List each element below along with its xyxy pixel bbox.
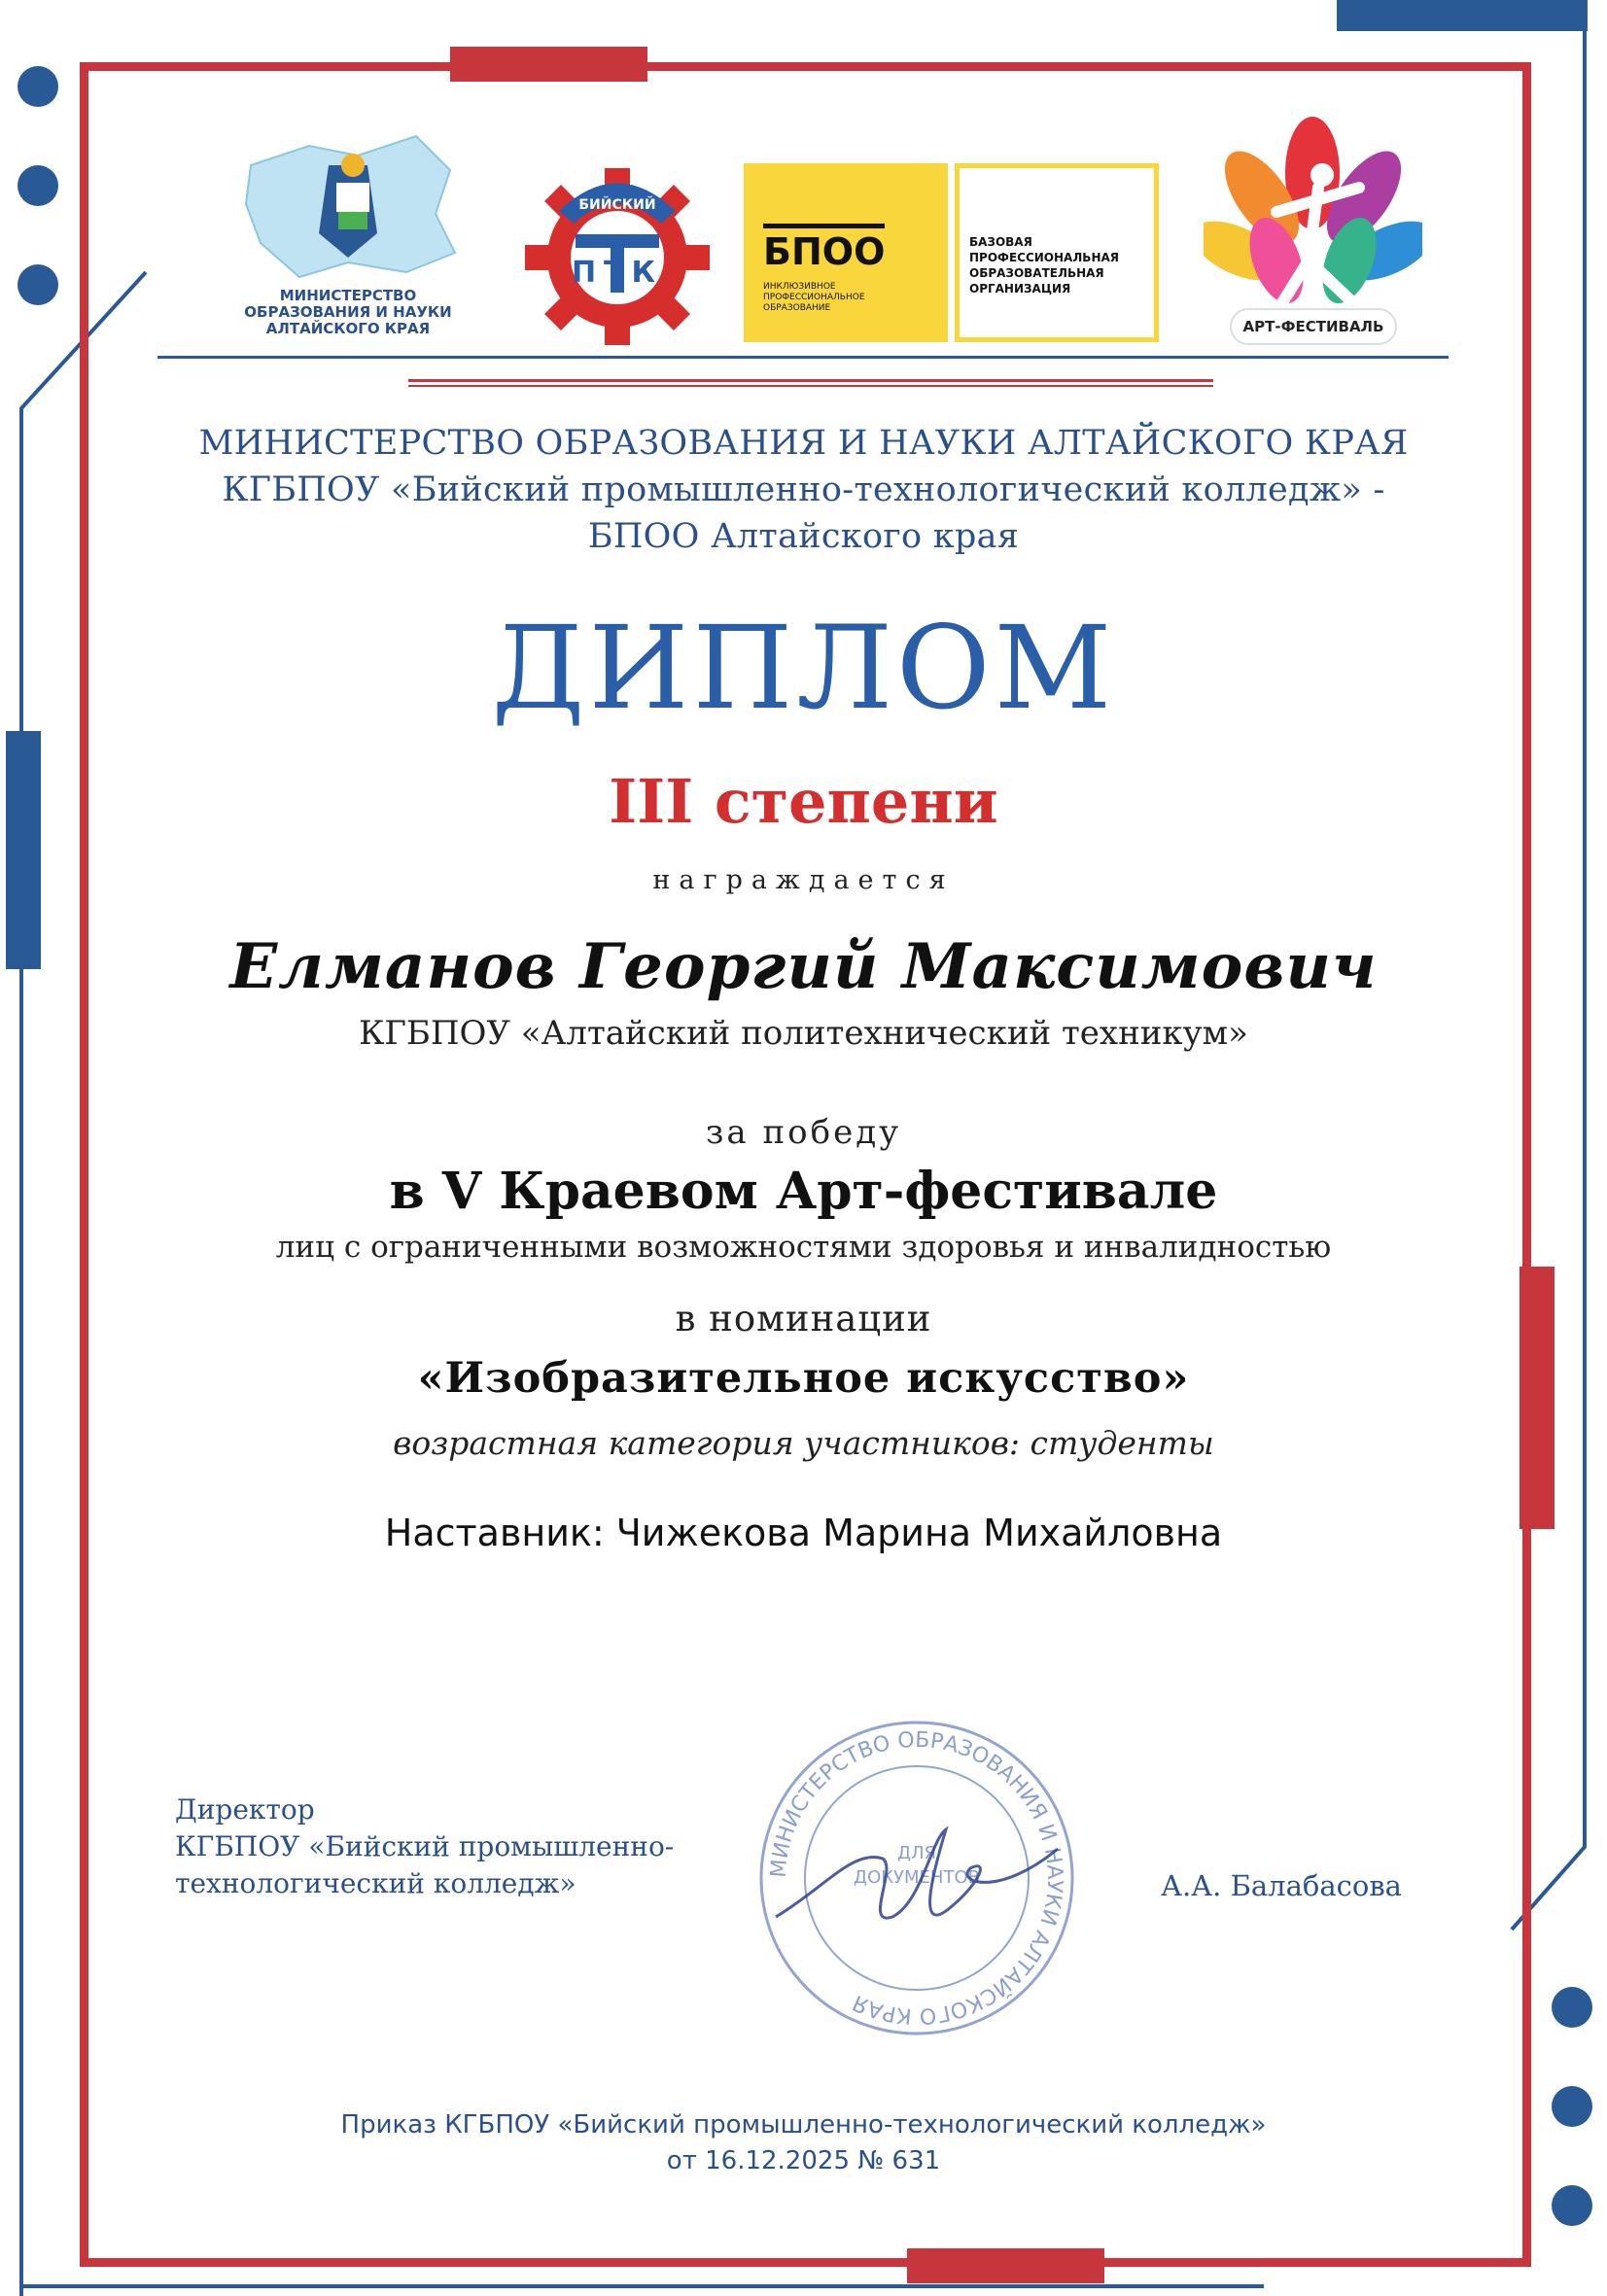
official-stamp: [747, 1713, 1087, 2043]
signatory-title: [175, 1792, 674, 1902]
stamp-center-text: ДОКУМЕНТОВ: [854, 1867, 980, 1888]
ministry-logo-text: [231, 288, 465, 337]
issuer-header: [0, 420, 1607, 560]
bpoo-org-line: БАЗОВАЯ: [969, 235, 1032, 249]
issuer-line: КГБПОУ «Бийский промышленно-технологический колледж» -: [222, 470, 1385, 509]
order-reference: [0, 2107, 1607, 2179]
festival-flower-icon: [1204, 115, 1422, 348]
bpoo-org-line: ПРОФЕССИОНАЛЬНАЯ: [969, 251, 1120, 264]
bpoo-logo-caption: [763, 282, 865, 314]
signatory-line: Директор: [175, 1793, 315, 1826]
signatory-line: технологический колледж»: [175, 1867, 576, 1899]
age-category: возрастная категория участников: студенты: [393, 1424, 1214, 1462]
college-logo-top: БИЙСКИЙ: [578, 197, 656, 213]
bottom-red-accent: [907, 2248, 1104, 2283]
for-label: за победу: [705, 1113, 902, 1152]
order-line: от 16.12.2025 № 631: [666, 2146, 941, 2175]
decor-dot: [1552, 1987, 1592, 2028]
bpoo-caption-line: ПРОФЕССИОНАЛЬНОЕ: [763, 293, 865, 302]
art-festival-logo: [1204, 115, 1422, 348]
bpoo-logo-title: БПОО: [763, 224, 885, 273]
order-line: Приказ КГБПОУ «Бийский промышленно-технологический колледж»: [340, 2110, 1267, 2139]
issuer-line: МИНИСТЕРСТВО ОБРАЗОВАНИЯ И НАУКИ АЛТАЙСКОГО КРАЯ: [198, 424, 1409, 463]
decor-dot: [17, 66, 58, 107]
festival-logo-label: АРТ-ФЕСТИВАЛЬ: [1242, 318, 1384, 335]
decor-dot: [1552, 2185, 1592, 2226]
altai-map-icon: [231, 126, 465, 282]
bpoo-org-line: ОРГАНИЗАЦИЯ: [969, 282, 1071, 296]
mentor: Наставник: Чижекова Марина Михайловна: [384, 1512, 1223, 1554]
signatory-line: КГБПОУ «Бийский промышленно-: [175, 1830, 675, 1862]
stamp-ring-text: МИНИСТЕРСТВО ОБРАЗОВАНИЯ И НАУКИ АЛТАЙСКОГО КРАЯ: [766, 1727, 1067, 2029]
bpoo-caption-line: ОБРАЗОВАНИЕ: [763, 303, 831, 313]
awarded-label: награждается: [652, 865, 955, 895]
recipient-organization: КГБПОУ «Алтайский политехнический техникум»: [359, 1014, 1248, 1053]
college-logo-letters: ПТК: [571, 256, 664, 290]
college-logo: [515, 151, 719, 345]
diploma-title: ДИПЛОМ: [491, 601, 1116, 735]
stamp-center-text: ДЛЯ: [896, 1843, 937, 1863]
gear-icon: [515, 151, 719, 345]
nomination-label: в номинации: [675, 1298, 932, 1339]
signatory-name: А.А. Балабасова: [1161, 1869, 1402, 1902]
header-divider-accent: [408, 379, 1213, 382]
bpoo-org-line: ОБРАЗОВАТЕЛЬНАЯ: [969, 266, 1104, 280]
decor-dot: [17, 165, 58, 206]
ministry-logo-line: МИНИСТЕРСТВО: [279, 287, 417, 304]
festival-name: в V Краевом Арт-фестивале: [389, 1162, 1218, 1221]
header-divider-accent: [408, 385, 1213, 387]
ministry-logo-line: ОБРАЗОВАНИЯ И НАУКИ: [244, 303, 452, 321]
top-red-accent: [450, 47, 647, 82]
ministry-logo: [231, 126, 465, 345]
ministry-logo-line: АЛТАЙСКОГО КРАЯ: [265, 320, 431, 337]
festival-subtitle: лиц с ограниченными возможностями здоровья и инвалидностью: [275, 1230, 1332, 1265]
bpoo-logo: [744, 163, 948, 342]
decor-dot: [17, 264, 58, 305]
issuer-line: БПОО Алтайского края: [587, 517, 1020, 556]
top-right-blue-bar: [1337, 0, 1588, 31]
bpoo-org-caption: [969, 234, 1119, 296]
bpoo-caption-line: ИНКЛЮЗИВНОЕ: [763, 282, 836, 292]
recipient-name: Елманов Георгий Максимович: [229, 930, 1378, 1003]
bpoo-logo-text-box: [955, 163, 1159, 342]
diploma-degree: III степени: [609, 766, 998, 837]
nomination-name: «Изобразительное искусство»: [417, 1354, 1190, 1403]
header-divider: [157, 356, 1449, 359]
